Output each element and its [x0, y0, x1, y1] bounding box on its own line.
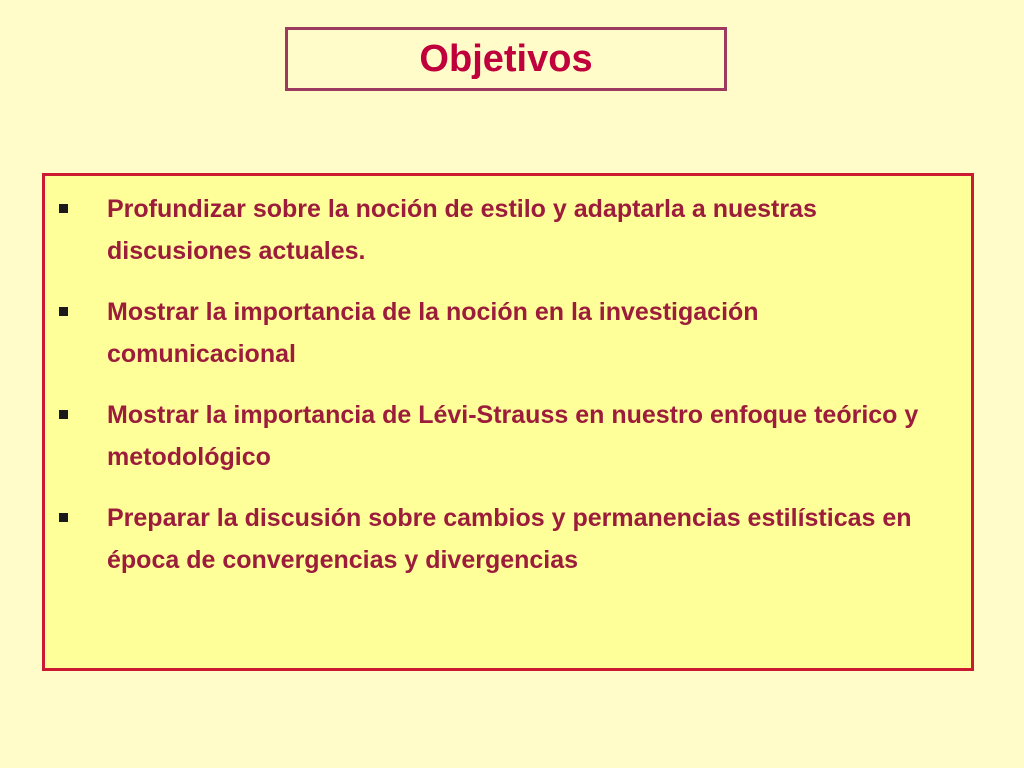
objective-item: [45, 497, 971, 581]
objective-text: Mostrar la importancia de la noción en la investigación comunicacional: [107, 298, 759, 368]
objective-item: [45, 291, 971, 375]
objectives-box: [42, 173, 974, 671]
objectives-list: [45, 188, 971, 600]
objective-text: Profundizar sobre la noción de estilo y adaptarla a nuestras discusiones actuales.: [107, 195, 817, 265]
square-bullet-icon: [59, 513, 68, 522]
title-box: [285, 27, 727, 91]
square-bullet-icon: [59, 204, 68, 213]
objective-item: [45, 394, 971, 478]
square-bullet-icon: [59, 410, 68, 419]
slide-title: Objetivos: [419, 37, 593, 80]
square-bullet-icon: [59, 307, 68, 316]
objective-text: Mostrar la importancia de Lévi-Strauss en nuestro enfoque teórico y metodológico: [107, 401, 919, 471]
objective-text: Preparar la discusión sobre cambios y permanencias estilísticas en época de convergencias y divergencias: [107, 504, 912, 574]
objective-item: [45, 188, 971, 272]
